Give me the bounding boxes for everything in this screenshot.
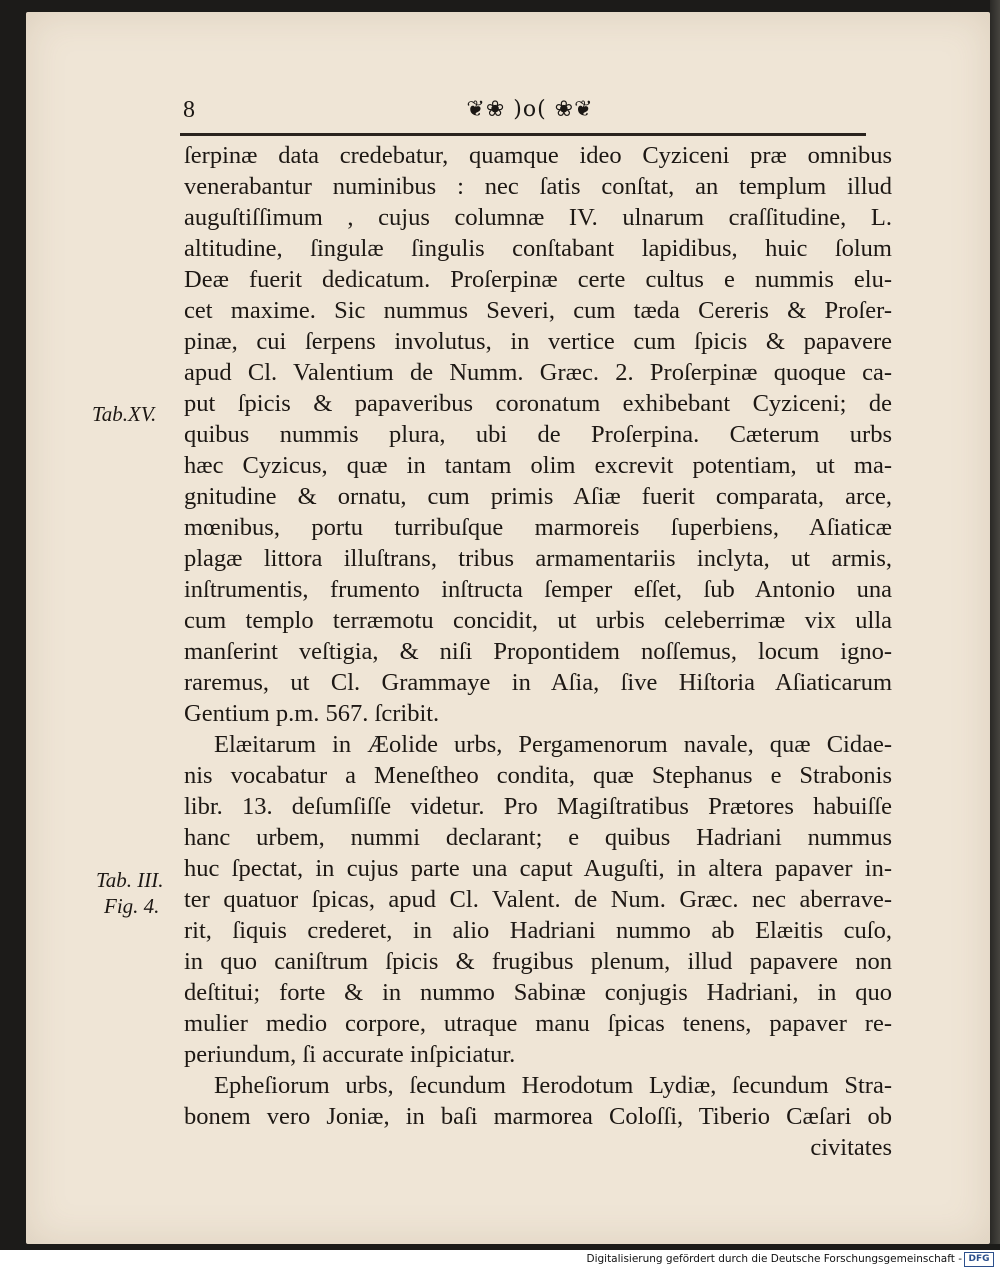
text-line: apud Cl. Valentium de Numm. Græc. 2. Proſerpinæ quoque ca- <box>184 359 892 386</box>
page-number: 8 <box>183 97 195 123</box>
catchword: civitates <box>810 1134 892 1161</box>
page-edge <box>990 0 1000 1244</box>
text-line: gnitudine & ornatu, cum primis Aſiæ fuerit comparata, arce, <box>184 483 892 510</box>
text-line: altitudine, ſingulæ ſingulis conſtabant lapidibus, huic ſolum <box>184 235 892 262</box>
text-line: venerabantur numinibus : nec ſatis conſtat, an templum illud <box>184 173 892 200</box>
body-text <box>184 140 892 1163</box>
margin-note-tab-xv: Tab.XV. <box>92 402 157 426</box>
text-line: cum templo terræmotu concidit, ut urbis celeberrimæ vix ulla <box>184 607 892 634</box>
dfg-logo-icon: DFG <box>964 1252 994 1267</box>
text-line: huc ſpectat, in cujus parte una caput Auguſti, in altera papaver in- <box>184 855 892 882</box>
text-line: pinæ, cui ſerpens involutus, in vertice cum ſpicis & papavere <box>184 328 892 355</box>
text-line: mœnibus, portu turribuſque marmoreis ſuperbiens, Aſiaticæ <box>184 514 892 541</box>
text-line: quibus nummis plura, ubi de Proſerpina. Cæterum urbs <box>184 421 892 448</box>
text-line: Deæ fuerit dedicatum. Proſerpinæ certe cultus e nummis elu- <box>184 266 892 293</box>
text-line: mulier medio corpore, utraque manu ſpicas tenens, papaver re- <box>184 1010 892 1037</box>
text-line: rit, ſiquis crederet, in alio Hadriani nummo ab Elæitis cuſo, <box>184 917 892 944</box>
page-header <box>183 97 893 131</box>
text-line: ſerpinæ data credebatur, quamque ideo Cyziceni præ omnibus <box>184 142 892 169</box>
text-line: nis vocabatur a Meneſtheo condita, quæ Stephanus e Strabonis <box>184 762 892 789</box>
text-line: Epheſiorum urbs, ſecundum Herodotum Lydiæ, ſecundum Stra- <box>214 1072 892 1099</box>
text-line: deſtitui; forte & in nummo Sabinæ conjugis Hadriani, in quo <box>184 979 892 1006</box>
text-line: manſerint veſtigia, & niſi Propontidem noſſemus, locum igno- <box>184 638 892 665</box>
text-line: hæc Cyzicus, quæ in tantam olim excrevit potentiam, ut ma- <box>184 452 892 479</box>
text-line: raremus, ut Cl. Grammaye in Aſia, ſive Hiſtoria Aſiaticarum <box>184 669 892 696</box>
text-line: Elæitarum in Æolide urbs, Pergamenorum navale, quæ Cidae- <box>214 731 892 758</box>
margin-note-fig-4: Fig. 4. <box>104 894 160 918</box>
text-line: put ſpicis & papaveribus coronatum exhibebant Cyziceni; de <box>184 390 892 417</box>
text-line: plagæ littora illuſtrans, tribus armamentariis inclyta, ut armis, <box>184 545 892 572</box>
margin-note-tab-iii: Tab. III. <box>96 868 164 892</box>
text-line: Gentium p.m. 567. ſcribit. <box>184 700 440 727</box>
header-rule <box>180 133 866 136</box>
text-line: periundum, ſi accurate inſpiciatur. <box>184 1041 516 1068</box>
text-line: ter quatuor ſpicas, apud Cl. Valent. de Num. Græc. nec aberrave- <box>184 886 892 913</box>
text-line: in quo caniſtrum ſpicis & frugibus plenum, illud papavere non <box>184 948 892 975</box>
text-line: inſtrumentis, frumento inſtructa ſemper eſſet, ſub Antonio una <box>184 576 892 603</box>
text-line: auguſtiſſimum , cujus columnæ IV. ulnarum craſſitudine, L. <box>184 204 892 231</box>
text-line: cet maxime. Sic nummus Severi, cum tæda Cereris & Proſer- <box>184 297 892 324</box>
text-line: hanc urbem, nummi declarant; e quibus Hadriani nummus <box>184 824 892 851</box>
header-ornament: ❦❀ )o( ❀❦ <box>466 97 594 122</box>
text-line: bonem vero Joniæ, in baſi marmorea Coloſſi, Tiberio Cæſari ob <box>184 1103 892 1130</box>
footer-credit: Digitalisierung gefördert durch die Deutsche Forschungsgemeinschaft - <box>586 1253 962 1265</box>
text-line: libr. 13. deſumſiſſe videtur. Pro Magiſtratibus Prætores habuiſſe <box>184 793 892 820</box>
